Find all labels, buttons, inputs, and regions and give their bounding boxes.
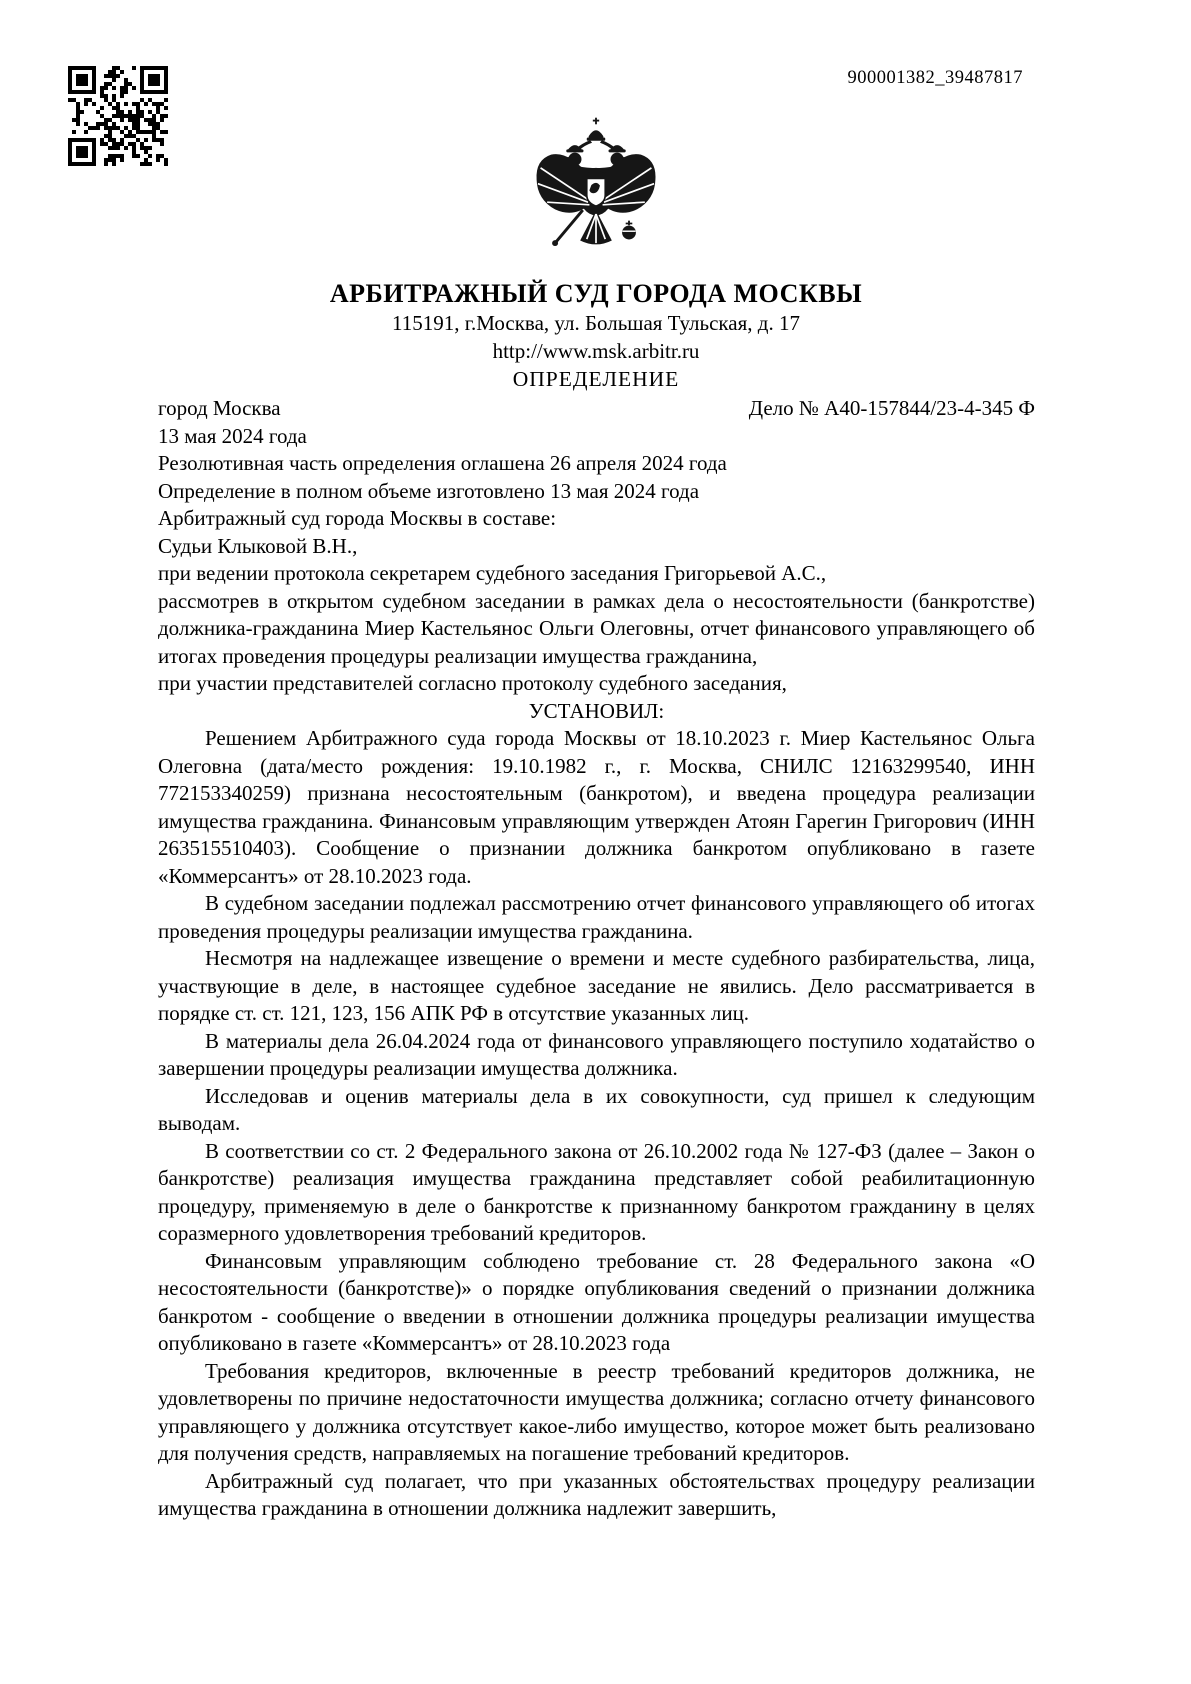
court-address: 115191, г.Москва, ул. Большая Тульская, д. 17 (392, 311, 800, 335)
court-composition-line: Арбитражный суд города Москвы в составе: (158, 506, 557, 530)
emblem-container (0, 112, 1191, 260)
paragraph: В материалы дела 26.04.2024 года от финансового управляющего поступило ходатайство о завершении процедуры реализации имущества должника. (158, 1028, 1035, 1080)
resolution-heading: УСТАНОВИЛ: (528, 698, 665, 723)
decision-date: 13 мая 2024 года (158, 423, 307, 448)
city-case-row (158, 395, 1035, 423)
paragraph: Требования кредиторов, включенные в реестр требований кредиторов должника, не удовлетворены по причине недостаточности имущества должника; согласно отчету финансового управляющего у должника отсутствует какое-либо имущество, которое может быть реализовано для получения средств, направляемых на погашение требований кредиторов. (158, 1358, 1035, 1465)
participants-line: при участии представителей согласно протоколу судебного заседания, (158, 671, 787, 695)
court-website: http://www.msk.arbitr.ru (492, 339, 700, 363)
paragraph: Финансовым управляющим соблюдено требование ст. 28 Федерального закона «О несостоятельности (банкротстве)» о порядке опубликования сведений о признании должника банкротом - сообщение о введении в отношении должника процедуры реализации имущества опубликовано в газете «Коммерсантъ» от 28.10.2023 года (158, 1248, 1035, 1355)
russia-coat-of-arms-icon (530, 112, 662, 260)
paragraph: В судебном заседании подлежал рассмотрению отчет финансового управляющего об итогах проведения процедуры реализации имущества гражданина. (158, 891, 1035, 943)
paragraph: В соответствии со ст. 2 Федерального закона от 26.10.2002 года № 127-ФЗ (далее – Закон о банкротстве) реализация имущества гражданина представляет собой реабилитационную процедуру, применяемую в деле о банкротстве к признанному банкротом гражданину в целях соразмерного удовлетворения требований кредиторов. (158, 1138, 1035, 1245)
document-body (158, 395, 1035, 1523)
court-header (158, 278, 1034, 393)
full-volume-line: Определение в полном объеме изготовлено 13 мая 2024 года (158, 478, 700, 503)
case-review-block: рассмотрев в открытом судебном заседании в рамках дела о несостоятельности (банкротстве) должника-гражданина Миер Кастельянос Ольги Олеговны, отчет финансового управляющего об итогах проведения процедуры реализации имущества гражданина, (158, 588, 1035, 668)
secretary-line: при ведении протокола секретарем судебного заседания Григорьевой А.С., (158, 561, 827, 585)
document-id-number: 900001382_39487817 (847, 68, 1023, 88)
document-type-heading: ОПРЕДЕЛЕНИЕ (512, 367, 680, 391)
case-number: Дело № А40-157844/23-4-345 Ф (748, 396, 1035, 420)
court-name: АРБИТРАЖНЫЙ СУД ГОРОДА МОСКВЫ (329, 279, 863, 308)
paragraph: Решением Арбитражного суда города Москвы от 18.10.2023 г. Миер Кастельянос Ольга Олеговна (дата/место рождения: 19.10.1982 г., г. Москва, СНИЛС 12163299540, ИНН 772153340259) признана несостоятельным (банкротом), и введена процедура реализации имущества гражданина. Финансовым управляющим утвержден Атоян Гарегин Григорович (ИНН 263515510403). Сообщение о признании должника банкротом опубликовано в газете «Коммерсантъ» от 28.10.2023 года. (158, 726, 1035, 888)
resolutive-part-line: Резолютивная часть определения оглашена 26 апреля 2024 года (158, 451, 727, 475)
judge-line: Судьи Клыковой В.Н., (158, 533, 358, 558)
city-label: город Москва (158, 396, 281, 420)
paragraph: Арбитражный суд полагает, что при указанных обстоятельствах процедуру реализации имущества гражданина в отношении должника надлежит завершить, (158, 1468, 1035, 1520)
paragraph: Исследовав и оценив материалы дела в их совокупности, суд пришел к следующим выводам. (158, 1083, 1035, 1135)
paragraph: Несмотря на надлежащее извещение о времени и месте судебного разбирательства, лица, участвующие в деле, в настоящее судебное заседание не явились. Дело рассматривается в порядке ст. ст. 121, 123, 156 АПК РФ в отсутствие указанных лиц. (158, 946, 1035, 1025)
